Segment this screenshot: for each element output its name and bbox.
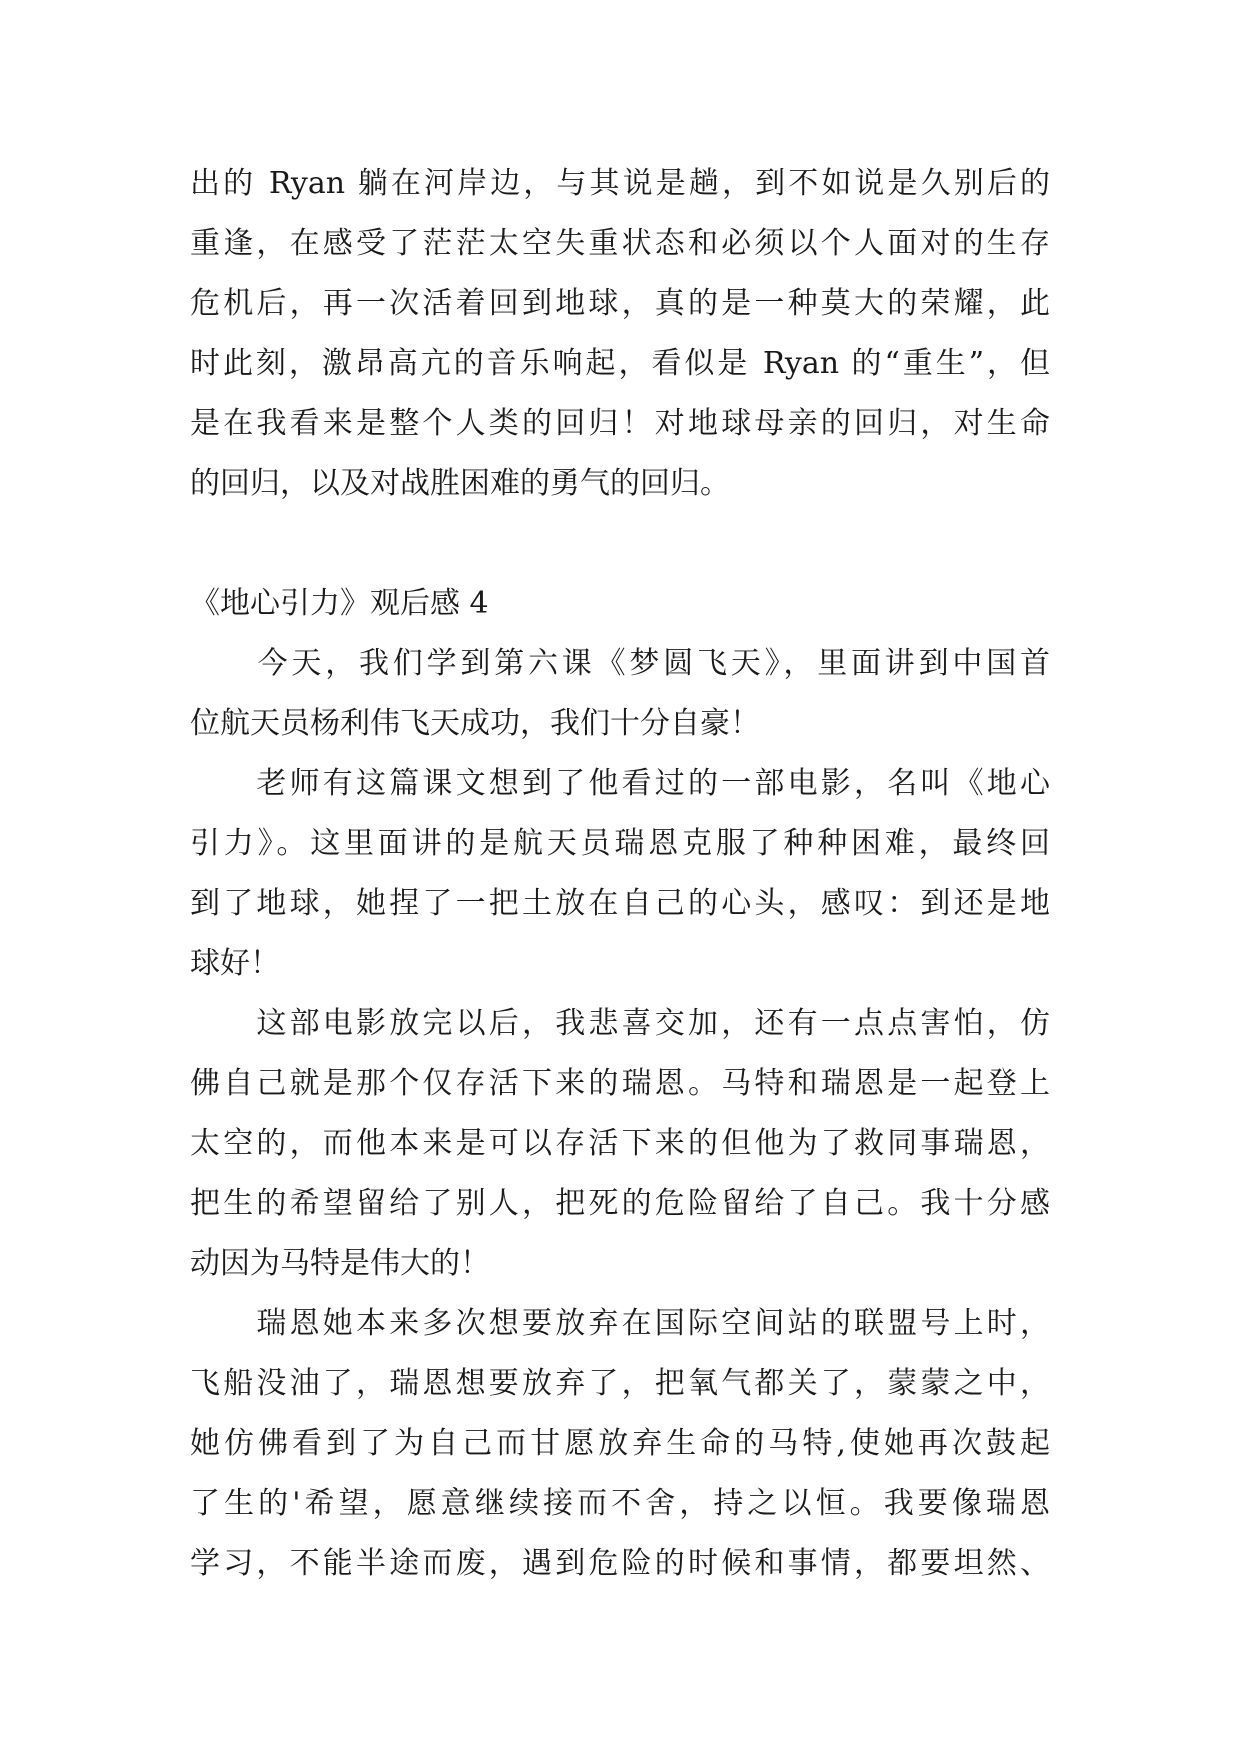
text-line: 重逢，在感受了茫茫太空失重状态和必须以个人面对的生存 [190,226,1050,261]
document-body [190,154,1050,1594]
text-line: 佛自己就是那个仅存活下来的瑞恩。马特和瑞恩是一起登上 [190,1066,1050,1101]
paragraph [190,634,1050,754]
text-line: 的回归，以及对战胜困难的勇气的回归。 [190,466,730,501]
text-line: 动因为马特是伟大的！ [190,1246,490,1281]
text-line: 把生的希望留给了别人，把死的危险留给了自己。我十分感 [190,1186,1050,1221]
text-line: 今天，我们学到第六课《梦圆飞天》，里面讲到中国首 [190,646,1050,681]
text-line: 时此刻，激昂高亢的音乐响起，看似是 Ryan 的“重生”，但 [190,346,1050,381]
continuation-paragraph [190,154,1050,514]
paragraph [190,1294,1050,1594]
text-line: 瑞恩她本来多次想要放弃在国际空间站的联盟号上时， [190,1306,1050,1341]
text-line: 出的 Ryan 躺在河岸边，与其说是趟，到不如说是久别后的 [190,166,1050,201]
text-line: 位航天员杨利伟飞天成功，我们十分自豪！ [190,706,760,741]
text-line: 危机后，再一次活着回到地球，真的是一种莫大的荣耀，此 [190,286,1050,321]
text-line: 了生的'希望，愿意继续接而不舍，持之以恒。我要像瑞恩 [190,1486,1050,1521]
text-line: 飞船没油了，瑞恩想要放弃了，把氧气都关了，蒙蒙之中， [190,1366,1050,1401]
paragraph [190,754,1050,994]
text-line: 老师有这篇课文想到了他看过的一部电影，名叫《地心 [190,766,1050,801]
text-line: 到了地球，她捏了一把土放在自己的心头，感叹：到还是地 [190,886,1050,921]
text-line: 引力》。这里面讲的是航天员瑞恩克服了种种困难，最终回 [190,826,1050,861]
text-line: 这部电影放完以后，我悲喜交加，还有一点点害怕，仿 [190,1006,1050,1041]
paragraph [190,994,1050,1294]
section-title: 《地心引力》观后感 4 [190,586,489,621]
text-line: 是在我看来是整个人类的回归！对地球母亲的回归，对生命 [190,406,1050,441]
text-line: 球好！ [190,946,280,981]
text-line: 她仿佛看到了为自己而甘愿放弃生命的马特,使她再次鼓起 [190,1426,1050,1461]
text-line: 学习，不能半途而废，遇到危险的时候和事情，都要坦然、 [190,1546,1050,1581]
text-line: 太空的，而他本来是可以存活下来的但他为了救同事瑞恩， [190,1126,1050,1161]
